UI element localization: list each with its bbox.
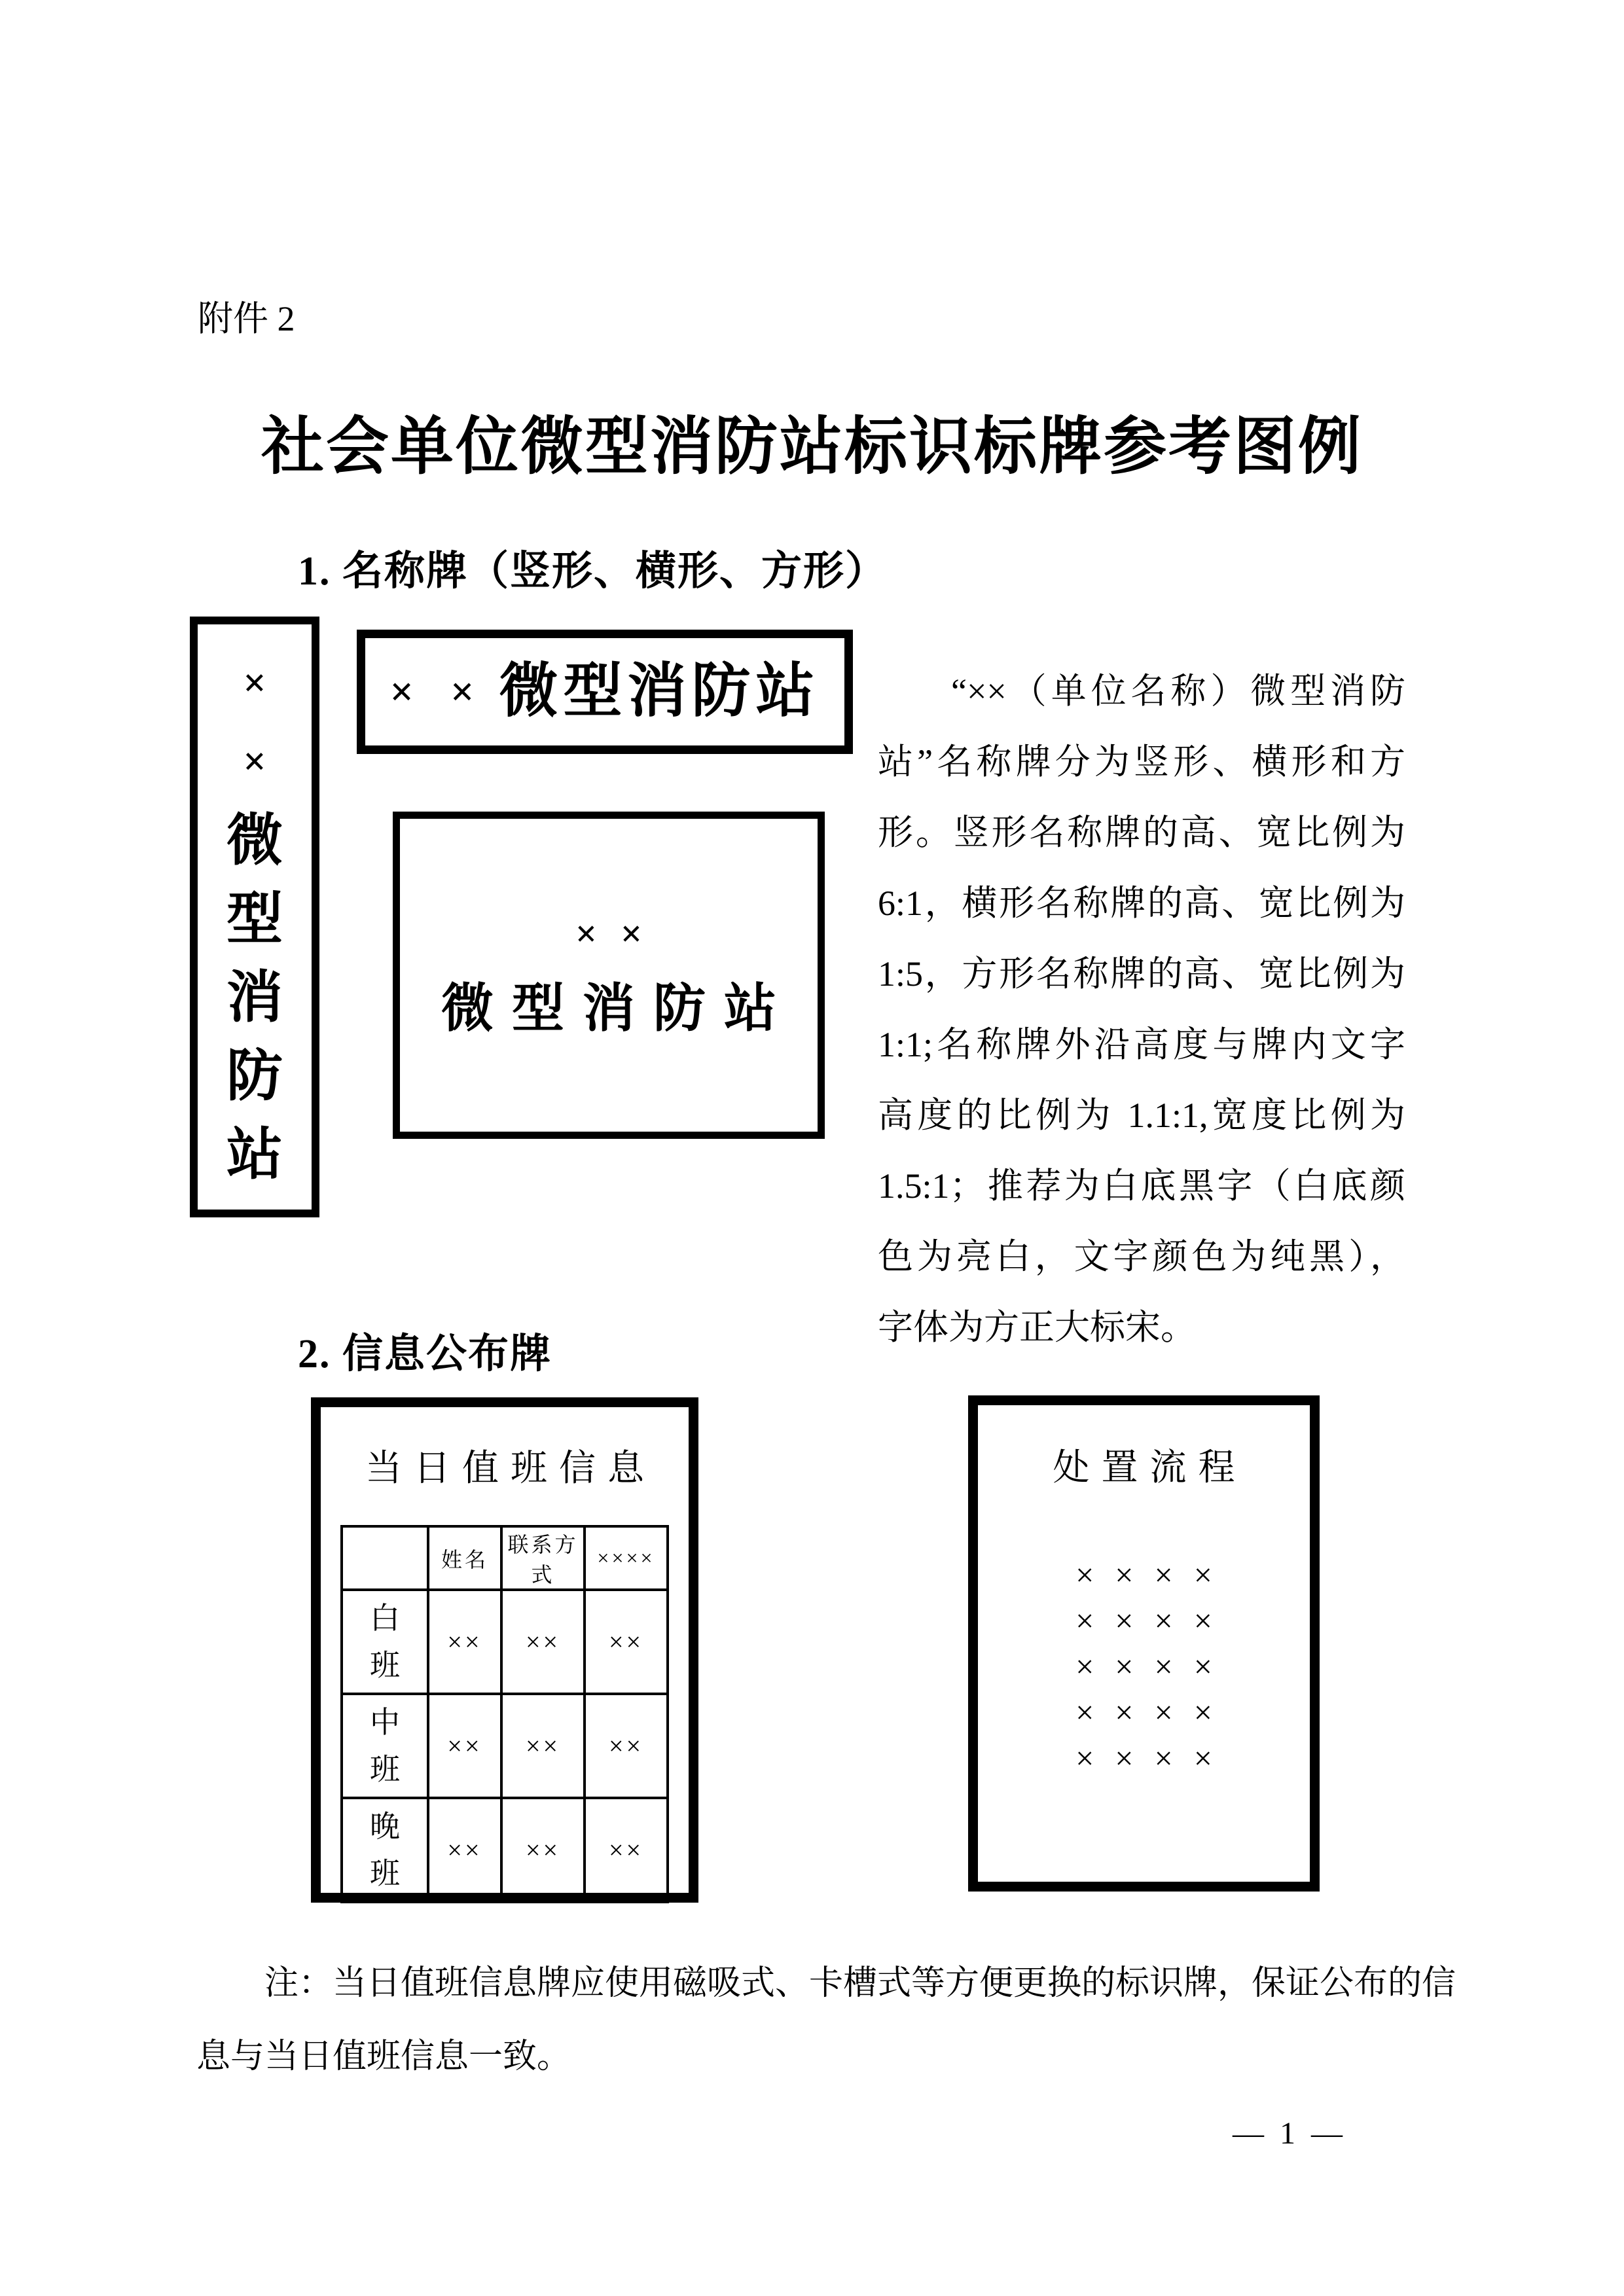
shift-label-cell — [342, 1694, 428, 1798]
sign-char: × — [243, 661, 266, 706]
process-flow-placeholder — [978, 1552, 1310, 1781]
page-title: 社会单位微型消防站标识标牌参考图例 — [261, 412, 1363, 482]
sign-name-text: 微型消防站 — [499, 659, 820, 724]
description-line: 高度的比例为 1.1:1,宽度比例为 — [878, 1096, 1405, 1135]
duty-cell: ×× — [428, 1694, 501, 1798]
duty-cell: ×× — [428, 1590, 501, 1694]
table-row-night-shift — [342, 1798, 668, 1902]
horizontal-name-sign — [357, 630, 853, 754]
sign-char: 型 — [226, 888, 283, 950]
description-line: 1:5，方形名称牌的高、宽比例为 — [878, 954, 1405, 994]
description-line: 色为亮白，文字颜色为纯黑）， — [878, 1237, 1405, 1276]
sign-char: 微 — [226, 809, 283, 872]
footnote — [196, 1947, 1456, 2094]
description-line: 字体为方正大标宋。 — [878, 1308, 1196, 1347]
description-line: 1.5:1；推荐为白底黑字（白底颜 — [878, 1166, 1405, 1206]
table-row-middle-shift — [342, 1694, 668, 1798]
section1-heading: 1. 名称牌（竖形、横形、方形） — [298, 549, 888, 594]
sign-char: 防 — [226, 1045, 283, 1107]
vertical-name-sign — [190, 617, 319, 1217]
sign-name-text: 微型消防站 — [441, 980, 795, 1038]
shift-label-char: 班 — [369, 1752, 400, 1786]
shift-label-cell — [342, 1798, 428, 1902]
duty-header-empty — [342, 1526, 428, 1590]
flow-row: ×××× — [1075, 1556, 1233, 1593]
sign-x-prefix: × × — [389, 668, 488, 715]
flow-row: ×××× — [1075, 1648, 1233, 1685]
shift-label-char: 白 — [369, 1601, 400, 1635]
section2-heading: 2. 信息公布牌 — [298, 1332, 552, 1376]
duty-cell: ×× — [428, 1798, 501, 1902]
duty-header-contact: 联系方式 — [501, 1526, 585, 1590]
duty-cell: ×× — [585, 1798, 668, 1902]
description-line: 6:1，横形名称牌的高、宽比例为 — [878, 884, 1405, 923]
section1-description — [878, 656, 1405, 1363]
duty-cell: ×× — [501, 1694, 585, 1798]
description-line: 站”名称牌分为竖形、横形和方 — [878, 742, 1405, 781]
table-row-day-shift — [342, 1590, 668, 1694]
flow-row: ×××× — [1075, 1740, 1233, 1776]
duty-board-title: 当日值班信息 — [365, 1448, 656, 1489]
duty-cell: ×× — [585, 1694, 668, 1798]
description-line: “××（单位名称）微型消防 — [951, 672, 1405, 711]
sign-char: 站 — [226, 1123, 283, 1186]
shift-label-char: 班 — [369, 1856, 400, 1890]
duty-header-other: ×××× — [585, 1526, 668, 1590]
duty-table-header-row — [342, 1526, 668, 1590]
footnote-line: 注：当日值班信息牌应使用磁吸式、卡槽式等方便更换的标识牌，保证公布的信 — [264, 1965, 1456, 2002]
shift-label-char: 班 — [369, 1648, 400, 1682]
process-flow-board — [968, 1395, 1320, 1892]
description-line: 1:1;名称牌外沿高度与牌内文字 — [878, 1025, 1405, 1064]
sign-char: 消 — [226, 966, 283, 1029]
duty-table — [340, 1525, 669, 1903]
duty-header-name: 姓名 — [428, 1526, 501, 1590]
duty-cell: ×× — [501, 1590, 585, 1694]
shift-label-char: 中 — [369, 1705, 400, 1739]
square-name-sign — [393, 812, 825, 1139]
flow-row: ×××× — [1075, 1694, 1233, 1731]
process-board-title: 处置流程 — [1053, 1448, 1247, 1488]
duty-info-board — [311, 1397, 698, 1903]
footnote-line: 息与当日值班信息一致。 — [196, 2038, 571, 2075]
description-line: 形。竖形名称牌的高、宽比例为 — [878, 813, 1405, 852]
page-number: — 1 — — [1233, 2116, 1346, 2151]
shift-label-char: 晚 — [369, 1809, 400, 1843]
duty-cell: ×× — [501, 1798, 585, 1902]
sign-x-prefix: ×× — [575, 912, 666, 955]
duty-cell: ×× — [585, 1590, 668, 1694]
flow-row: ×××× — [1075, 1602, 1233, 1639]
attachment-label: 附件 2 — [198, 299, 295, 338]
shift-label-cell — [342, 1590, 428, 1694]
sign-char: × — [243, 740, 266, 784]
